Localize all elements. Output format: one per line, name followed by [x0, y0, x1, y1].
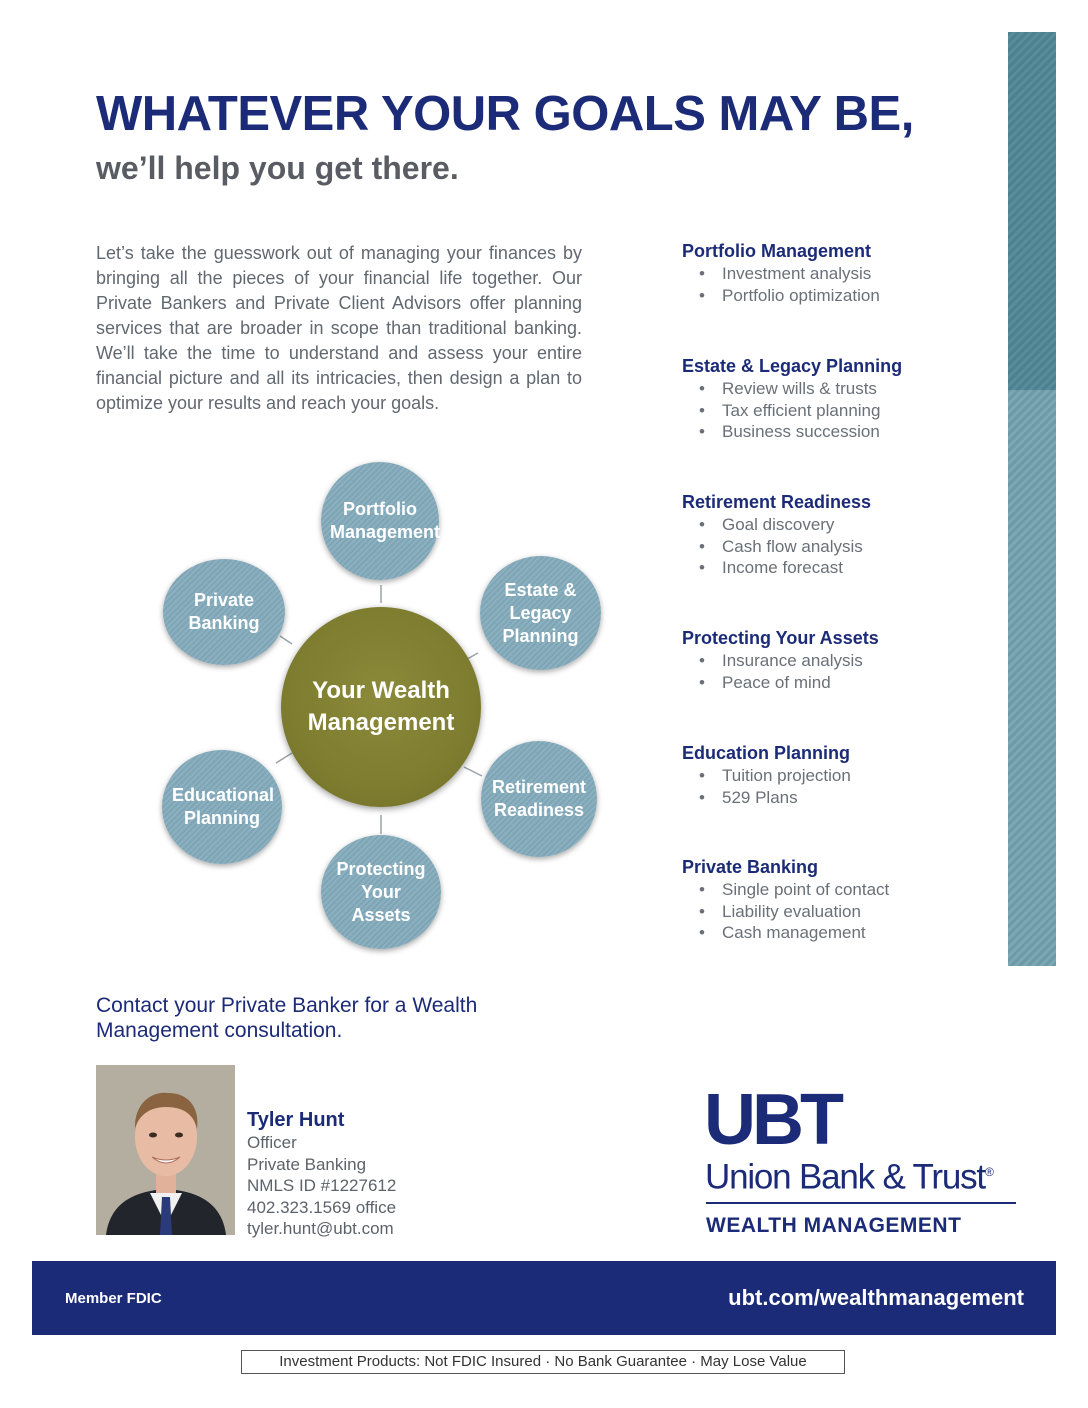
service-private-banking — [682, 856, 982, 944]
decorative-stripe-bottom — [1008, 390, 1056, 966]
service-bullet: • Tuition projection — [699, 766, 851, 785]
banker-phone[interactable]: 402.323.1569 office — [247, 1197, 397, 1217]
center-your-wealth-management: Your Wealth Management — [281, 607, 481, 807]
banker-photo — [96, 1065, 235, 1235]
service-title: Portfolio Management — [682, 241, 872, 261]
service-bullet: • 529 Plans — [699, 787, 798, 807]
member-fdic: Member FDIC — [65, 1290, 162, 1307]
connector-line — [276, 753, 292, 763]
node-estate-legacy-planning: Estate & Legacy Planning — [480, 556, 601, 670]
service-bullet: • Tax efficient planning — [699, 400, 881, 420]
intro-paragraph: Let’s take the guesswork out of managing your finances by bringing all the pieces of your financial life together. Our Private Bankers and Private Client Advisors offer planning services that are broader in scope than traditional banking. We’ll take the time to understand and assess your entire financial picture and all its intricacies, then design a plan to optimize your results and reach your goals. — [96, 243, 582, 413]
service-retirement-readiness — [682, 491, 982, 579]
service-title: Private Banking — [682, 857, 819, 877]
service-bullet: • Goal discovery — [699, 515, 835, 534]
service-protecting-your-assets — [682, 627, 982, 693]
service-education-planning — [682, 742, 982, 808]
service-bullet: • Investment analysis — [699, 264, 872, 283]
banker-portrait-illustration — [96, 1065, 235, 1235]
service-bullet: • Liability evaluation — [699, 901, 861, 921]
service-bullet: • Single point of contact — [699, 880, 890, 899]
service-bullet: • Income forecast — [699, 558, 843, 577]
node-protecting-your-assets: Protecting Your Assets — [321, 835, 441, 949]
service-bullet: • Portfolio optimization — [699, 285, 880, 305]
footer-bar — [32, 1261, 1056, 1335]
node-educational-planning: Educational Planning — [162, 750, 282, 864]
service-title: Estate & Legacy Planning — [682, 356, 903, 376]
banker-contact-info — [247, 1108, 396, 1240]
service-title: Retirement Readiness — [682, 492, 872, 512]
service-bullet: • Review wills & trusts — [699, 379, 877, 398]
service-bullet: • Business succession — [699, 422, 880, 441]
banker-nmls: NMLS ID #1227612 — [247, 1176, 397, 1195]
headline: WHATEVER YOUR GOALS MAY BE, — [96, 87, 914, 141]
service-title: Education Planning — [682, 743, 851, 763]
service-title: Protecting Your Assets — [682, 628, 879, 648]
ubt-logo: UBT — [704, 1080, 840, 1160]
subheadline: we’ll help you get there. — [96, 150, 459, 186]
service-bullet: • Peace of mind — [699, 672, 831, 692]
banker-department: Private Banking — [247, 1154, 367, 1174]
banker-name: Tyler Hunt — [247, 1109, 345, 1131]
banker-email[interactable]: tyler.hunt@ubt.com — [247, 1219, 394, 1238]
website-link[interactable]: ubt.com/wealthmanagement — [728, 1285, 1024, 1310]
ubt-logo-wordmark: Union Bank & Trust® — [705, 1157, 993, 1197]
node-portfolio-management: Portfolio Management — [321, 462, 439, 580]
node-retirement-readiness: Retirement Readiness — [481, 741, 597, 857]
division-label: WEALTH MANAGEMENT — [706, 1214, 962, 1237]
investment-disclaimer: Investment Products: Not FDIC Insured · No Bank Guarantee · May Lose Value — [241, 1350, 845, 1374]
decorative-stripe-top — [1008, 32, 1056, 390]
service-portfolio-management — [682, 240, 982, 306]
connector-line — [280, 636, 292, 644]
node-private-banking: Private Banking — [163, 559, 285, 665]
service-bullet: • Cash management — [699, 923, 866, 942]
service-bullet: • Cash flow analysis — [699, 536, 863, 556]
connector-line — [464, 767, 482, 776]
service-estate-legacy-planning — [682, 355, 982, 443]
wealth-management-diagram — [150, 455, 620, 965]
banker-title: Officer — [247, 1133, 297, 1152]
service-bullet: • Insurance analysis — [699, 651, 863, 670]
contact-call-to-action: Contact your Private Banker for a Wealth Management consultation. — [96, 994, 478, 1042]
logo-divider — [706, 1202, 1016, 1204]
